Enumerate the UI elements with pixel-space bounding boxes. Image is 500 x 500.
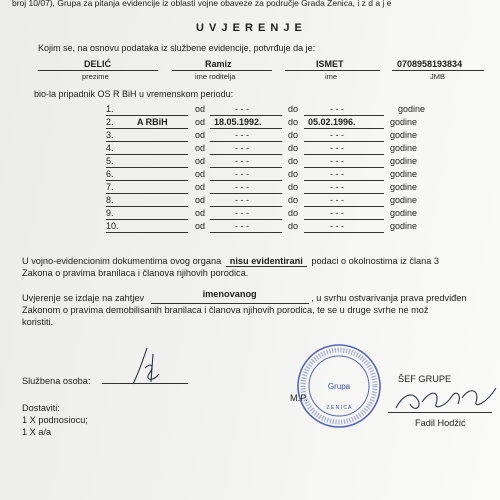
period-number: 1.: [106, 104, 114, 114]
period-do-label: do: [288, 208, 299, 218]
period-to: - - -: [330, 104, 344, 114]
period-to-line: [304, 115, 384, 116]
period-unit-line: [106, 141, 188, 142]
period-do-label: do: [288, 143, 299, 153]
request-value: imenovanog: [202, 289, 257, 299]
document-title: U V J E R E N J E: [196, 22, 303, 34]
period-number: 6.: [106, 169, 114, 179]
request-line-3: koristiti.: [22, 317, 54, 327]
period-od-label: od: [195, 117, 206, 127]
jmb-line: [392, 70, 484, 71]
jmb-value: 0708958193834: [397, 59, 463, 69]
period-unit-line: [106, 193, 188, 194]
period-to-line: [304, 180, 384, 181]
period-godine-label: godine: [390, 208, 418, 218]
period-from-line: [210, 219, 282, 220]
intro-text: Kojim se, na osnovu podataka iz službene evidencije, potvrđuje da je:: [38, 43, 316, 53]
period-from: - - -: [235, 104, 249, 114]
request-pre: Uvjerenje se izdaje na zahtjev: [22, 293, 145, 303]
period-to-line: [304, 154, 384, 155]
request-line-1: [22, 289, 467, 304]
period-do-label: do: [288, 117, 299, 127]
period-number: 2.: [106, 117, 114, 127]
records-line-1: [22, 256, 439, 267]
official-label: Službena osoba:: [22, 376, 91, 386]
request-value-field: [151, 289, 309, 304]
name-line: [285, 70, 380, 71]
period-od-label: od: [195, 195, 206, 205]
surname-line: [38, 70, 158, 71]
delivery-title: Dostaviti:: [22, 403, 60, 413]
period-od-label: od: [195, 208, 206, 218]
period-number: 4.: [106, 143, 114, 153]
period-unit-line: [106, 180, 188, 181]
period-unit: A RBiH: [137, 117, 168, 127]
period-do-label: do: [288, 195, 299, 205]
chief-name: Fadil Hodžić: [415, 418, 466, 428]
period-godine-label: godine: [390, 156, 418, 166]
period-od-label: od: [195, 156, 206, 166]
official-stamp: [296, 343, 382, 429]
delivery-item: 1 X a/a: [22, 427, 52, 437]
records-post: podaci o okolnostima iz člana 3: [311, 256, 440, 266]
period-unit-line: [106, 128, 188, 129]
parent-line: [172, 70, 272, 71]
period-number: 3.: [106, 130, 114, 140]
period-to-line: [304, 206, 384, 207]
period-godine-label: godine: [390, 169, 418, 179]
period-do-label: do: [288, 169, 299, 179]
period-to-line: [304, 128, 384, 129]
period-to: - - -: [330, 169, 344, 179]
period-godine-label: godine: [390, 130, 418, 140]
period-od-label: od: [195, 221, 206, 231]
records-value-field: [226, 256, 307, 267]
period-from: 18.05.1992.: [214, 117, 262, 127]
name-label: ime: [325, 72, 338, 81]
period-to: - - -: [330, 208, 344, 218]
stamp-bottom-text: Z E N I C A: [326, 405, 352, 411]
period-number: 7.: [106, 182, 114, 192]
period-unit-line: [106, 232, 188, 233]
period-od-label: od: [195, 130, 206, 140]
period-number: 10.: [106, 221, 119, 231]
period-to: - - -: [330, 156, 344, 166]
period-from: - - -: [235, 182, 249, 192]
period-to: - - -: [330, 143, 344, 153]
period-do-label: do: [288, 130, 299, 140]
period-from-line: [210, 128, 282, 129]
period-do-label: do: [288, 221, 299, 231]
period-from: - - -: [235, 130, 249, 140]
delivery-item: 1 X podnosiocu;: [22, 415, 88, 425]
period-godine-label: godine: [390, 195, 418, 205]
period-from: - - -: [235, 143, 249, 153]
chief-signature-line: [388, 412, 492, 413]
surname-value: DELIĆ: [84, 59, 111, 69]
records-line-2: Zakona o pravima branilaca i članova njihovih porodica.: [22, 268, 249, 278]
period-to: 05.02.1996.: [308, 117, 356, 127]
period-to-line: [304, 167, 384, 168]
period-from-line: [210, 115, 282, 116]
period-do-label: do: [288, 156, 299, 166]
period-od-label: od: [195, 143, 206, 153]
period-from-line: [210, 206, 282, 207]
period-od-label: od: [195, 104, 206, 114]
request-line-2: Zakonom o pravima demobilisanih branilaca i članova njihovih porodica, te se u druge svrhe ne mož: [22, 305, 429, 315]
period-to-line: [304, 219, 384, 220]
period-do-label: do: [288, 104, 299, 114]
period-to: - - -: [330, 182, 344, 192]
jmb-label: JMB: [430, 72, 445, 81]
stamp-center-text: Grupa: [327, 382, 351, 391]
parent-value: Ramiz: [205, 59, 232, 69]
period-unit-line: [106, 167, 188, 168]
official-signature: [125, 344, 175, 394]
name-value: ISMET: [316, 59, 344, 69]
records-pre: U vojno-evidencionim dokumentima ovog organa: [22, 256, 222, 266]
period-from: - - -: [235, 169, 249, 179]
surname-label: prezime: [82, 72, 109, 81]
period-od-label: od: [195, 182, 206, 192]
request-post: , u svrhu ostvarivanja prava predviđen: [311, 293, 467, 303]
period-number: 9.: [106, 208, 114, 218]
period-from-line: [210, 141, 282, 142]
period-unit-line: [106, 206, 188, 207]
period-from: - - -: [235, 156, 249, 166]
period-godine-label: godine: [390, 117, 418, 127]
period-godine-label: godine: [398, 104, 426, 114]
mp-label: M.P.: [290, 393, 308, 403]
period-number: 5.: [106, 156, 114, 166]
period-od-label: od: [195, 169, 206, 179]
period-to-line: [304, 193, 384, 194]
period-from-line: [210, 154, 282, 155]
period-godine-label: godine: [390, 182, 418, 192]
period-from-line: [210, 167, 282, 168]
period-to: - - -: [330, 221, 344, 231]
period-to: - - -: [330, 195, 344, 205]
header-top-text: broj 10/07), Grupa za pitanja evidencije iz oblasti vojne obaveze za područje Grada Zenica, i z d a j e: [12, 0, 392, 8]
period-intro: bio-la pripadnik OS R BiH u vremenskom periodu:: [34, 89, 234, 99]
period-number: 8.: [106, 195, 114, 205]
period-to-line: [304, 141, 384, 142]
period-to: - - -: [330, 130, 344, 140]
period-godine-label: godine: [390, 221, 418, 231]
period-godine-label: godine: [390, 143, 418, 153]
chief-title: ŠEF GRUPE: [398, 374, 452, 384]
period-from: - - -: [235, 208, 249, 218]
period-from-line: [210, 232, 282, 233]
period-unit-line: [106, 219, 188, 220]
period-do-label: do: [288, 182, 299, 192]
period-from: - - -: [235, 195, 249, 205]
period-to-line: [304, 232, 384, 233]
parent-label: ime roditelja: [195, 72, 236, 81]
period-from-line: [210, 193, 282, 194]
period-from-line: [210, 180, 282, 181]
records-value: nisu evidentirani: [229, 256, 303, 266]
period-unit-line: [106, 154, 188, 155]
period-from: - - -: [235, 221, 249, 231]
period-unit-line: [106, 115, 188, 116]
